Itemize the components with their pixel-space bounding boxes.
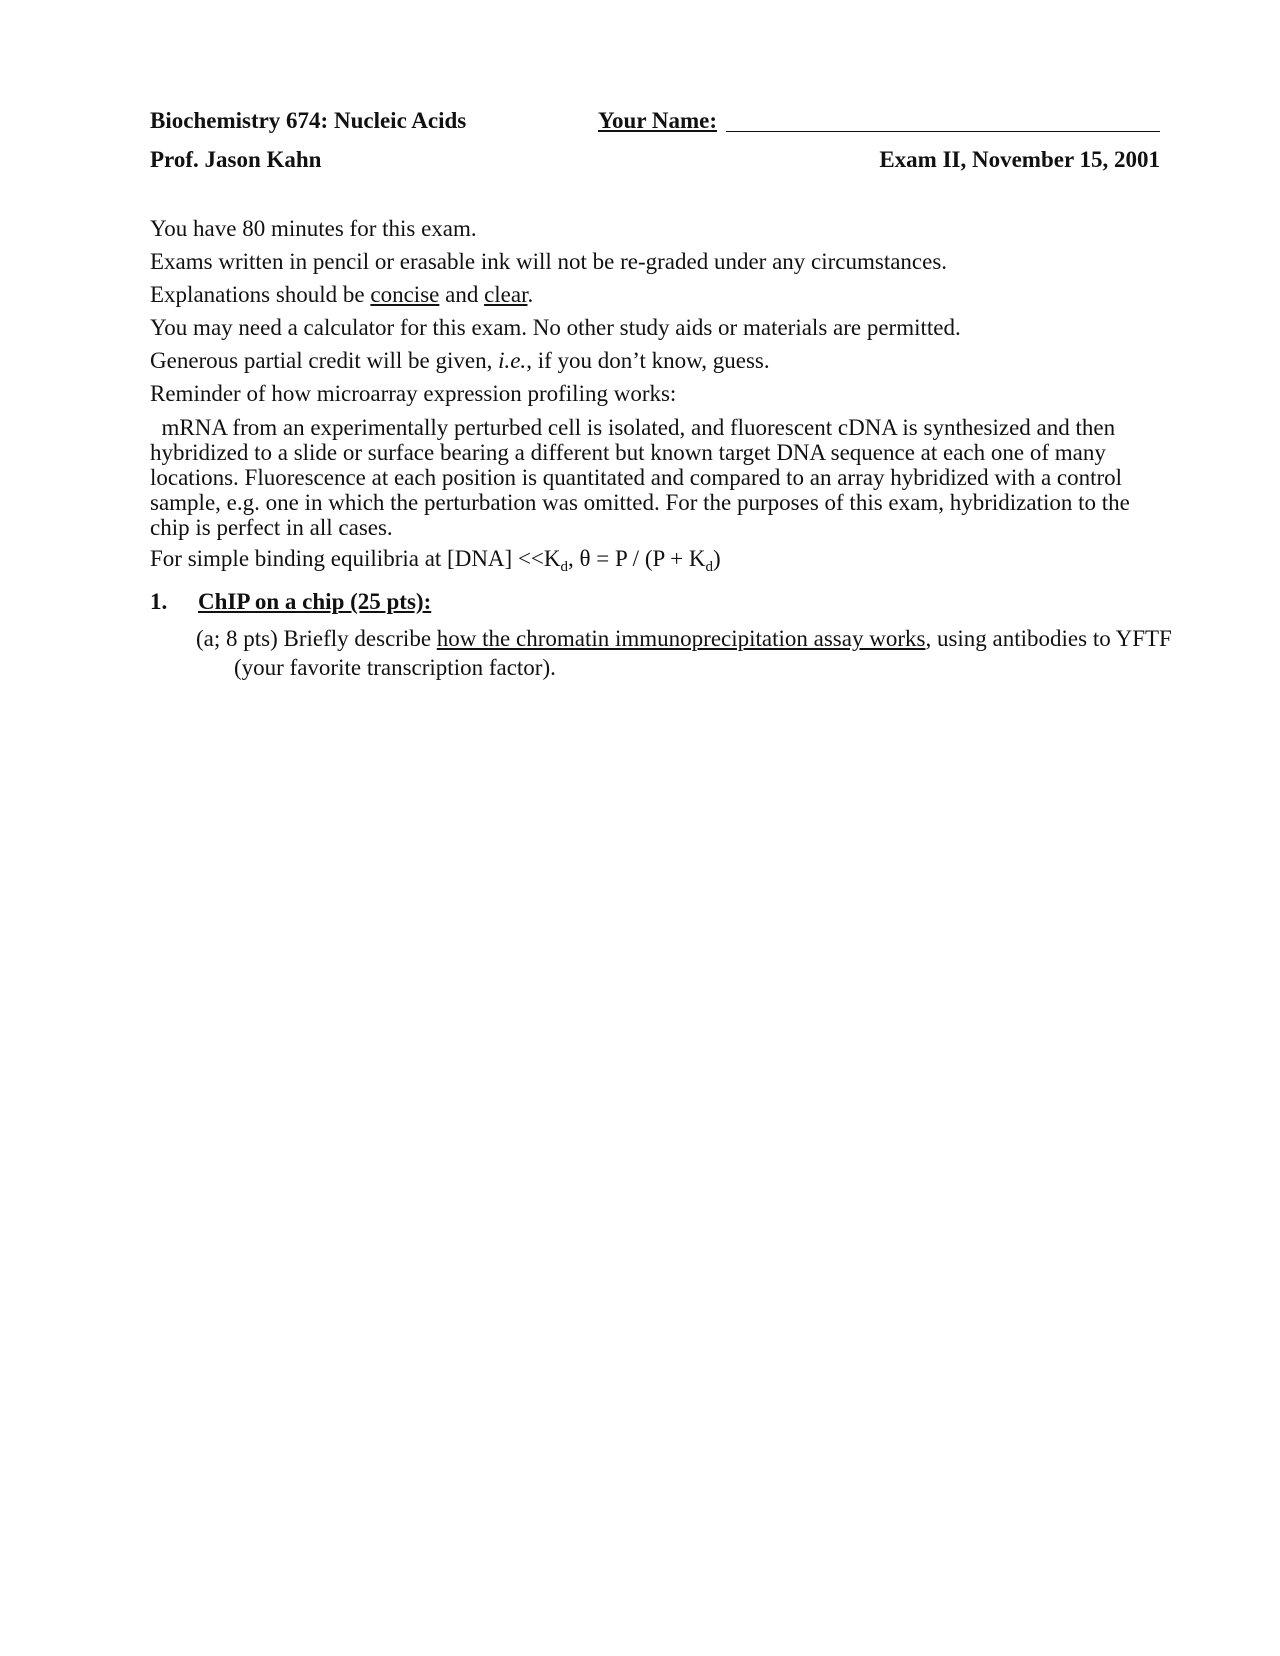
credit-ie: i.e. bbox=[498, 348, 527, 373]
credit-suffix: , if you don’t know, guess. bbox=[526, 348, 770, 373]
explanations-suffix: . bbox=[527, 282, 534, 307]
instruction-reminder: Reminder of how microarray expression profiling works: bbox=[150, 381, 677, 406]
microarray-description: mRNA from an experimentally perturbed cell is isolated, and fluorescent cDNA is synthesized and then hybridized to a slide or surface bearing a different but known target DNA sequence at each one of many locations. Fluorescence at each position is quantitated and compared to an array hybridized with a control sample, e.g. one in which the perturbation was omitted. For the purposes of this exam, hybridization to the chip is perfect in all cases. bbox=[150, 415, 1136, 540]
instruction-pencil: Exams written in pencil or erasable ink will not be re-graded under any circumstances. bbox=[150, 249, 948, 274]
question-1-title: ChIP on a chip (25 pts): bbox=[198, 589, 432, 614]
binding-sub-1: d bbox=[560, 559, 568, 575]
explanations-concise: concise bbox=[370, 282, 440, 307]
part-a-prefix: (a; 8 pts) Briefly describe bbox=[196, 626, 437, 651]
explanations-and: and bbox=[439, 282, 485, 307]
binding-suffix: ) bbox=[713, 546, 721, 571]
instruction-calculator: You may need a calculator for this exam. No other study aids or materials are permitted. bbox=[150, 315, 961, 340]
name-label: Your Name: bbox=[598, 108, 718, 133]
part-a-underlined: how the chromatin immunoprecipitation assay works bbox=[436, 626, 926, 651]
binding-equation bbox=[150, 546, 721, 576]
explanations-prefix: Explanations should be bbox=[150, 282, 371, 307]
question-1-number: 1. bbox=[150, 589, 168, 614]
instruction-time: You have 80 minutes for this exam. bbox=[150, 216, 477, 241]
instruction-partial-credit bbox=[150, 348, 770, 374]
question-1-heading bbox=[150, 589, 431, 615]
binding-prefix: For simple binding equilibria at [DNA] <<K bbox=[150, 546, 561, 571]
binding-mid: , θ = P / (P + K bbox=[568, 546, 706, 571]
credit-prefix: Generous partial credit will be given, bbox=[150, 348, 499, 373]
binding-sub-2: d bbox=[705, 559, 713, 575]
explanations-clear: clear bbox=[484, 282, 528, 307]
instruction-explanations bbox=[150, 282, 533, 308]
question-1-part-a bbox=[196, 624, 1194, 682]
part-a-suffix: , using antibodies to YFTF (your favorite transcription factor). bbox=[234, 626, 1172, 680]
name-blank-line[interactable] bbox=[726, 131, 1160, 132]
course-title: Biochemistry 674: Nucleic Acids bbox=[150, 108, 467, 133]
professor-name: Prof. Jason Kahn bbox=[150, 147, 322, 172]
exam-title-date: Exam II, November 15, 2001 bbox=[879, 147, 1160, 172]
